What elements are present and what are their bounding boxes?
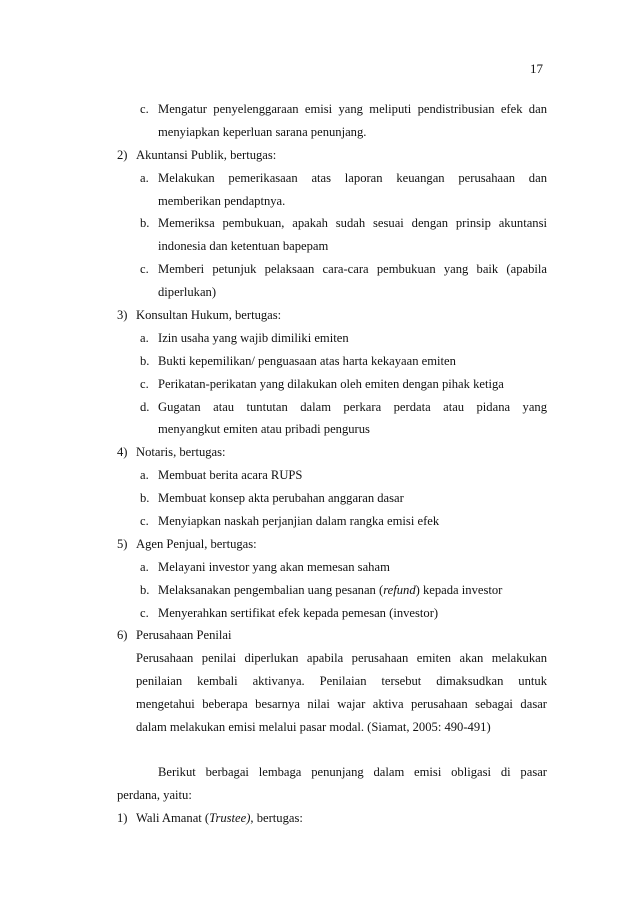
body-text xyxy=(117,98,547,830)
line-text: diperlukan) xyxy=(158,285,217,300)
page-number: 17 xyxy=(530,61,543,76)
line-text: Bukti kepemilikan/ penguasaan atas harta kekayaan emiten xyxy=(158,353,456,368)
list-item xyxy=(117,396,547,419)
text-segment: Melaksanakan pengembalian uang pesanan ( xyxy=(158,582,384,597)
line-text: Berikut berbagai lembaga penunjang dalam emisi obligasi di pasar xyxy=(158,764,547,779)
line-text xyxy=(158,579,547,602)
line-text: memberikan pendaptnya. xyxy=(158,193,286,208)
text-line xyxy=(117,693,547,716)
list-item xyxy=(117,602,547,625)
list-item xyxy=(117,373,547,396)
line-text: Memeriksa pembukuan, apakah sudah sesuai dengan prinsip akuntansi xyxy=(158,216,547,231)
line-text xyxy=(136,807,547,830)
list-marker: c. xyxy=(140,514,149,529)
text-line xyxy=(117,190,547,213)
text-line xyxy=(117,716,547,739)
italic-term: Trustee) xyxy=(209,810,251,825)
line-text: indonesia dan ketentuan bapepam xyxy=(158,239,329,254)
italic-term: refund xyxy=(383,582,416,597)
line-text: Perikatan-perikatan yang dilakukan oleh emiten dengan pihak ketiga xyxy=(158,376,504,391)
list-marker: a. xyxy=(140,170,149,185)
list-marker: 3) xyxy=(117,308,128,323)
line-text: Membuat berita acara RUPS xyxy=(158,468,303,483)
line-text: Melakukan pemerikasaan atas laporan keuangan perusahaan dan xyxy=(158,170,547,185)
list-marker: a. xyxy=(140,330,149,345)
line-text: penilaian kembali aktivanya. Penilaian tersebut dimaksudkan untuk xyxy=(136,674,547,689)
line-text: Menyerahkan sertifikat efek kepada pemesan (investor) xyxy=(158,605,439,620)
list-marker: c. xyxy=(140,376,149,391)
text-line xyxy=(117,235,547,258)
list-item xyxy=(117,167,547,190)
list-item xyxy=(117,258,547,281)
list-item xyxy=(117,533,547,556)
text-line xyxy=(117,647,547,670)
list-marker: c. xyxy=(140,102,149,116)
list-item xyxy=(117,98,547,121)
text-line xyxy=(117,281,547,304)
list-marker: d. xyxy=(140,399,150,414)
line-text: Perusahaan penilai diperlukan apabila perusahaan emiten akan melakukan xyxy=(136,651,547,666)
list-marker: c. xyxy=(140,262,149,277)
line-text: perdana, yaitu: xyxy=(117,787,192,802)
line-text: Mengatur penyelenggaraan emisi yang meliputi pendistribusian efek dan xyxy=(158,102,547,116)
list-marker: 4) xyxy=(117,445,128,460)
text-line xyxy=(117,670,547,693)
list-marker: a. xyxy=(140,468,149,483)
list-item xyxy=(117,510,547,533)
line-text: Melayani investor yang akan memesan saham xyxy=(158,559,390,574)
line-text: dalam melakukan emisi melalui pasar modal. (Siamat, 2005: 490-491) xyxy=(136,720,491,735)
line-text: Memberi petunjuk pelaksaan cara-cara pembukuan yang baik (apabila xyxy=(158,262,547,277)
list-item xyxy=(117,350,547,373)
list-item xyxy=(117,556,547,579)
line-text: Notaris, bertugas: xyxy=(136,445,226,460)
list-item xyxy=(117,212,547,235)
line-text: Membuat konsep akta perubahan anggaran dasar xyxy=(158,491,404,506)
list-item xyxy=(117,144,547,167)
paragraph-gap xyxy=(117,739,547,761)
list-item xyxy=(117,624,547,647)
line-text: Agen Penjual, bertugas: xyxy=(136,536,257,551)
list-marker: c. xyxy=(140,605,149,620)
list-marker: 5) xyxy=(117,536,128,551)
list-item xyxy=(117,487,547,510)
line-text: Izin usaha yang wajib dimiliki emiten xyxy=(158,330,349,345)
list-marker: b. xyxy=(140,353,150,368)
line-text: menyangkut emiten atau pribadi pengurus xyxy=(158,422,370,437)
text-segment: Wali Amanat ( xyxy=(136,810,210,825)
text-line xyxy=(117,121,547,144)
list-marker: a. xyxy=(140,559,149,574)
text-line xyxy=(117,761,547,784)
line-text: mengetahui beberapa besarnya nilai wajar aktiva perusahaan sebagai dasar xyxy=(136,697,547,712)
list-item xyxy=(117,464,547,487)
list-item xyxy=(117,807,547,830)
text-segment: ) kepada investor xyxy=(415,582,503,597)
list-item xyxy=(117,304,547,327)
line-text: Perusahaan Penilai xyxy=(136,628,232,643)
line-text: Konsultan Hukum, bertugas: xyxy=(136,308,282,323)
list-marker: 6) xyxy=(117,628,128,643)
list-item xyxy=(117,327,547,350)
list-item xyxy=(117,441,547,464)
line-text: Gugatan atau tuntutan dalam perkara perdata atau pidana yang xyxy=(158,399,547,414)
list-marker: 1) xyxy=(117,810,128,825)
list-marker: b. xyxy=(140,491,150,506)
text-line xyxy=(117,418,547,441)
list-item xyxy=(117,579,547,602)
text-line xyxy=(117,784,547,807)
list-marker: b. xyxy=(140,216,150,231)
list-marker: b. xyxy=(140,582,150,597)
list-marker: 2) xyxy=(117,147,128,162)
line-text: Akuntansi Publik, bertugas: xyxy=(136,147,277,162)
text-segment: , bertugas: xyxy=(250,810,303,825)
line-text: menyiapkan keperluan sarana penunjang. xyxy=(158,124,367,139)
line-text: Menyiapkan naskah perjanjian dalam rangka emisi efek xyxy=(158,514,440,529)
